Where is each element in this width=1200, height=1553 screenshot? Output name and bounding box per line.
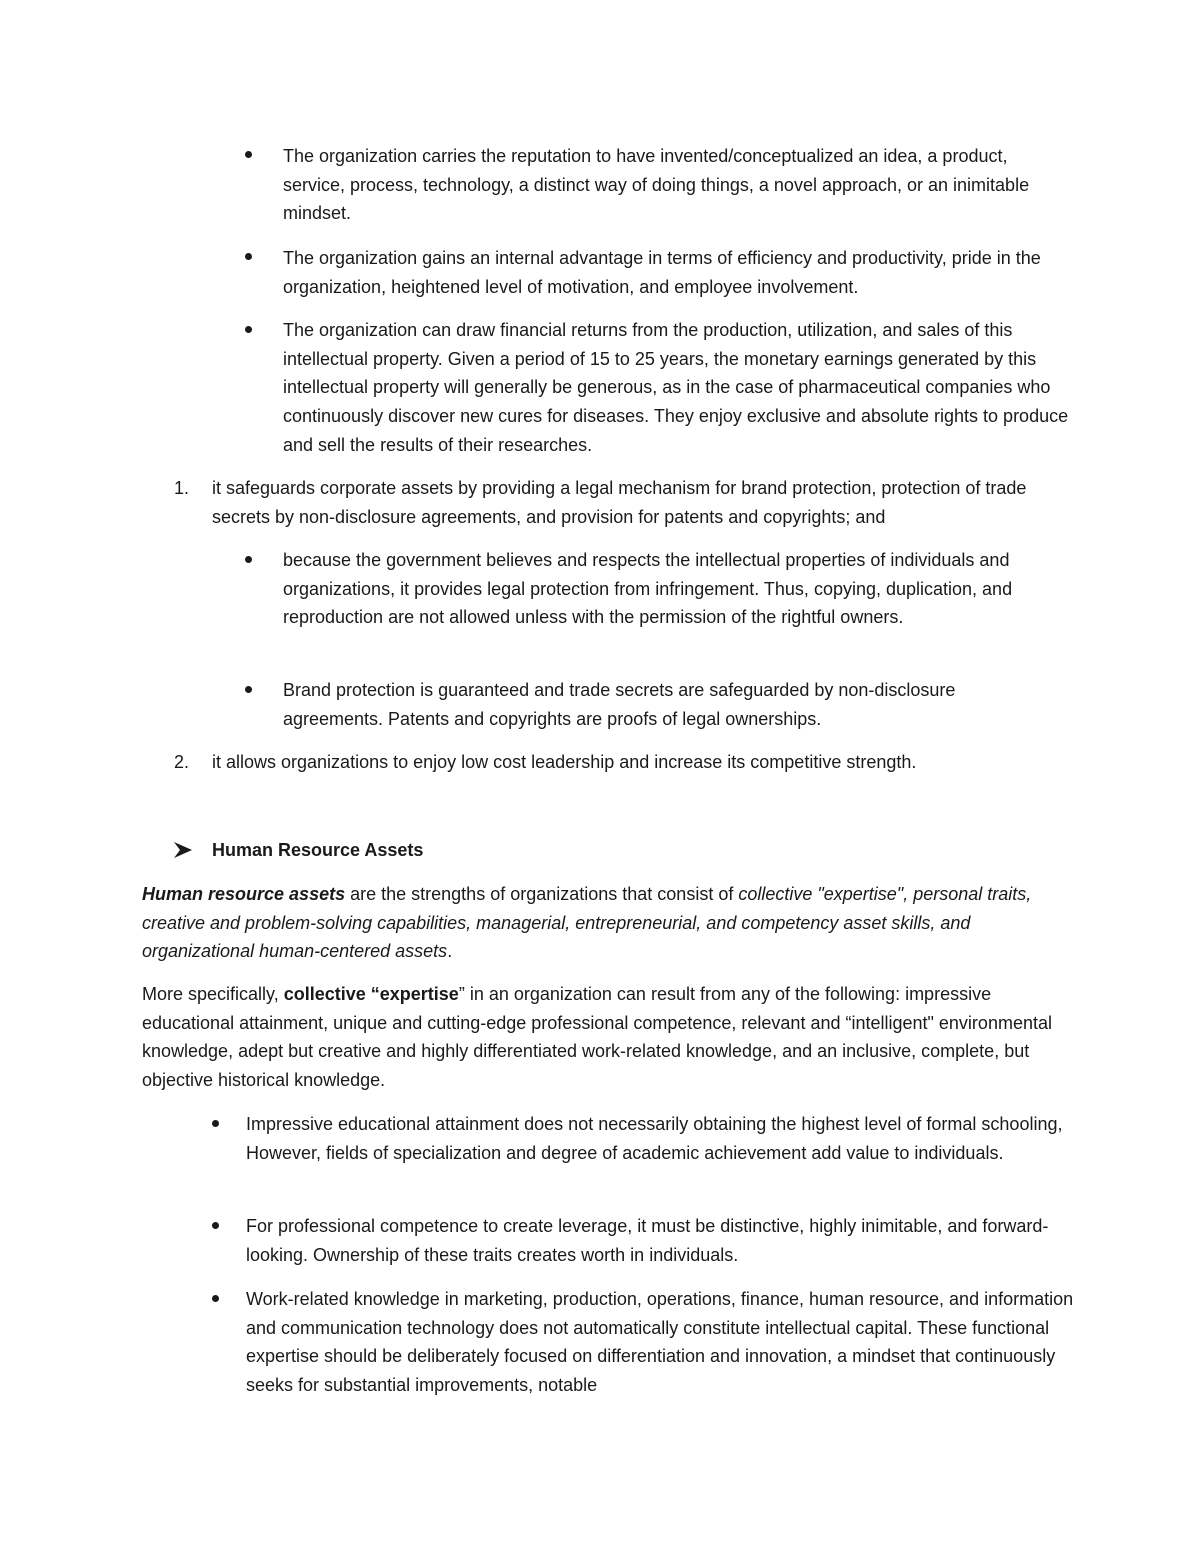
list-item: The organization can draw financial returns from the production, utilization, and sales of this intellectual property. Given a period of 15 to 25 years, the monetary earnings generated by this intellectual property will generally be generous, as in the case of pharmaceutical companies who continuously discover new cures for diseases. They enjoy exclusive and absolute rights to produce and sell the results of their researches.	[283, 320, 1069, 455]
list-item: Brand protection is guaranteed and trade secrets are safeguarded by non-disclosure agreements. Patents and copyrights are proofs of legal ownerships.	[283, 680, 956, 729]
bullet-dot	[212, 1120, 219, 1127]
paragraph-text: ” in an organization can result from any of the following: impressive educational attainment, unique and cutting-edge professional competence, relevant and “intelligent" environmental knowledge, adept but creative and highly differentiated work-related knowledge, and an inclusive, complete, but objective historical knowledge.	[142, 984, 1052, 1091]
list-item: Impressive educational attainment does not necessarily obtaining the highest level of formal schooling, However, fields of specialization and degree of academic achievement add value to individuals.	[246, 1114, 1063, 1163]
bullet-dot	[245, 253, 252, 260]
bullet-dot	[245, 686, 252, 693]
defined-term: Human resource assets	[142, 884, 346, 904]
paragraph	[142, 880, 1062, 966]
list-item: because the government believes and respects the intellectual properties of individuals and organizations, it provides legal protection from infringement. Thus, copying, duplication, and reproduction are not allowed unless with the permission of the rightful owners.	[283, 550, 1013, 628]
arrowhead-bullet-icon	[172, 840, 194, 869]
numbered-item: it allows organizations to enjoy low cost leadership and increase its competitive strength.	[212, 752, 917, 772]
bullet-dot	[212, 1295, 219, 1302]
paragraph-text: are the strengths of organizations that consist of	[345, 884, 739, 904]
numbered-item: it safeguards corporate assets by providing a legal mechanism for brand protection, protection of trade secrets by non-disclosure agreements, and provision for patents and copyrights; and	[212, 478, 1027, 527]
list-item: For professional competence to create leverage, it must be distinctive, highly inimitable, and forward-looking. Ownership of these traits creates worth in individuals.	[246, 1216, 1049, 1265]
list-item: The organization carries the reputation to have invented/conceptualized an idea, a product, service, process, technology, a distinct way of doing things, a novel approach, or an inimitable mindset.	[283, 146, 1030, 224]
list-number: 1.	[174, 478, 190, 498]
paragraph	[142, 980, 1062, 1095]
bullet-dot	[245, 326, 252, 333]
bullet-dot	[212, 1222, 219, 1229]
list-number: 2.	[174, 752, 190, 772]
bullet-dot	[245, 556, 252, 563]
section-heading: Human Resource Assets	[212, 840, 424, 860]
list-item: Work-related knowledge in marketing, production, operations, finance, human resource, and information and communication technology does not automatically constitute intellectual capital. These functional expertise should be deliberately focused on differentiation and innovation, a mindset that continuously seeks for substantial improvements, notable	[246, 1289, 1074, 1396]
list-item: The organization gains an internal advantage in terms of efficiency and productivity, pride in the organization, heightened level of motivation, and employee involvement.	[283, 248, 1041, 297]
bullet-dot	[245, 151, 252, 158]
paragraph-end: .	[447, 941, 453, 962]
bold-term: collective “expertise	[283, 984, 459, 1004]
paragraph-italic: collective "expertise", personal traits, creative and problem-solving capabilities, managerial, entrepreneurial, and competency asset skills, and organizational human-centered assets	[142, 884, 1032, 962]
paragraph-text: More specifically,	[142, 984, 284, 1004]
